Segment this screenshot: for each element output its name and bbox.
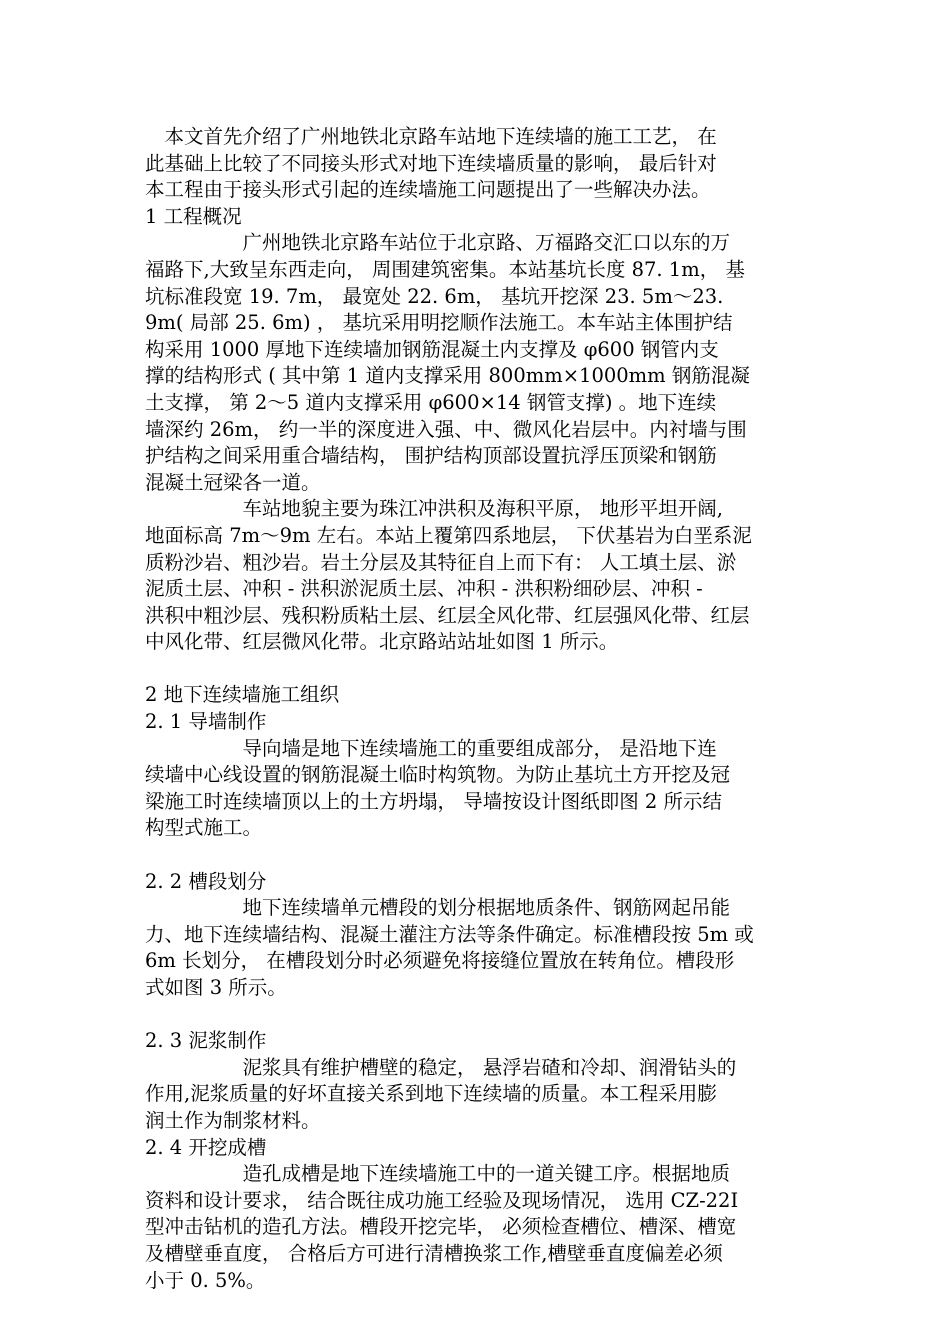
blank-line: [145, 1002, 813, 1029]
text-line: 小于 0. 5%。: [145, 1268, 266, 1292]
text-line: 撑的结构形式 ( 其中第 1 道内支撑采用 800mm×1000mm 钢筋混凝: [145, 364, 750, 388]
text-line: 9m( 局部 25. 6m) ， 基坑采用明挖顺作法施工。本车站主体围护结: [145, 311, 733, 335]
text-line: 续墙中心线设置的钢筋混凝土临时构筑物。为防止基坑土方开挖及冠: [145, 763, 731, 787]
text-line: 泥浆具有维护槽壁的稳定， 悬浮岩碴和冷却、润滑钻头的: [145, 1055, 737, 1079]
text-line: 护结构之间采用重合墙结构， 围护结构顶部设置抗浮压顶梁和钢筋: [145, 444, 717, 468]
subsection-heading: 2. 3 泥浆制作: [145, 1029, 267, 1053]
text-line: 广州地铁北京路车站位于北京路、万福路交汇口以东的万: [145, 231, 731, 255]
text-line: 梁施工时连续墙顶以上的土方坍塌， 导墙按设计图纸即图 2 所示结: [145, 789, 723, 813]
text-line: 式如图 3 所示。: [145, 976, 287, 999]
section-heading: 2 地下连续墙施工组织: [145, 683, 340, 707]
text-line: 福路下,大致呈东西走向， 周围建筑密集。本站基坑长度 87. 1m， 基: [145, 257, 745, 281]
text-line: 此基础上比较了不同接头形式对地下连续墙质量的影响， 最后针对: [145, 151, 717, 175]
text-line: 本文首先介绍了广州地铁北京路车站地下连续墙的施工工艺， 在: [145, 125, 717, 148]
text-line: 土支撑， 第 2～5 道内支撑采用 φ600×14 钢管支撑) 。地下连续: [145, 390, 717, 414]
text-line: 构型式施工。: [145, 816, 263, 840]
text-line: 润土作为制浆材料。: [145, 1108, 321, 1132]
text-line: 作用,泥浆质量的好坏直接关系到地下连续墙的质量。本工程采用膨: [145, 1082, 717, 1106]
text-line: 混凝土冠梁各一道。: [145, 470, 321, 494]
text-line: 及槽壁垂直度， 合格后方可进行清槽换浆工作,槽壁垂直度偏差必须: [145, 1241, 723, 1265]
text-line: 地下连续墙单元槽段的划分根据地质条件、钢筋网起吊能: [145, 896, 731, 920]
text-line: 资料和设计要求， 结合既往成功施工经验及现场情况， 选用 CZ-22I: [145, 1188, 739, 1212]
text-line: 本工程由于接头形式引起的连续墙施工问题提出了一些解决办法。: [145, 178, 711, 202]
document-page: [145, 124, 813, 1294]
text-line: 构采用 1000 厚地下连续墙加钢筋混凝土内支撑及 φ600 钢管内支: [145, 337, 719, 361]
text-line: 地面标高 7m～9m 左右。本站上覆第四系地层， 下伏基岩为白垩系泥: [145, 523, 752, 547]
text-line: 6m 长划分， 在槽段划分时必须避免将接缝位置放在转角位。槽段形: [145, 949, 735, 973]
text-line: 坑标准段宽 19. 7m， 最宽处 22. 6m， 基坑开挖深 23. 5m～23.: [145, 284, 724, 308]
text-line: 车站地貌主要为珠江冲洪积及海积平原， 地形平坦开阔,: [145, 497, 723, 521]
text-line: 质粉沙岩、粗沙岩。岩土分层及其特征自上而下有： 人工填土层、淤: [145, 550, 737, 574]
text-line: 力、地下连续墙结构、混凝土灌注方法等条件确定。标准槽段按 5m 或: [145, 922, 754, 946]
subsection-heading: 2. 4 开挖成槽: [145, 1135, 267, 1159]
subsection-heading: 2. 1 导墙制作: [145, 710, 267, 734]
text-line: 泥质土层、冲积 - 洪积淤泥质土层、冲积 - 洪积粉细砂层、冲积 -: [145, 577, 703, 601]
text-line: 墙深约 26m， 约一半的深度进入强、中、微风化岩层中。内衬墙与围: [145, 417, 747, 441]
text-line: 洪积中粗沙层、残积粉质粘土层、红层全风化带、红层强风化带、红层: [145, 603, 750, 627]
text-line: 造孔成槽是地下连续墙施工中的一道关键工序。根据地质: [145, 1162, 731, 1186]
text-line: 导向墙是地下连续墙施工的重要组成部分， 是沿地下连: [145, 736, 717, 760]
blank-line: [145, 656, 813, 683]
subsection-heading: 2. 2 槽段划分: [145, 869, 267, 893]
text-line: 型冲击钻机的造孔方法。槽段开挖完毕， 必须检查槽位、槽深、槽宽: [145, 1215, 737, 1239]
blank-line: [145, 842, 813, 869]
text-line: 中风化带、红层微风化带。北京路站站址如图 1 所示。: [145, 630, 619, 654]
section-heading: 1 工程概况: [145, 204, 242, 228]
